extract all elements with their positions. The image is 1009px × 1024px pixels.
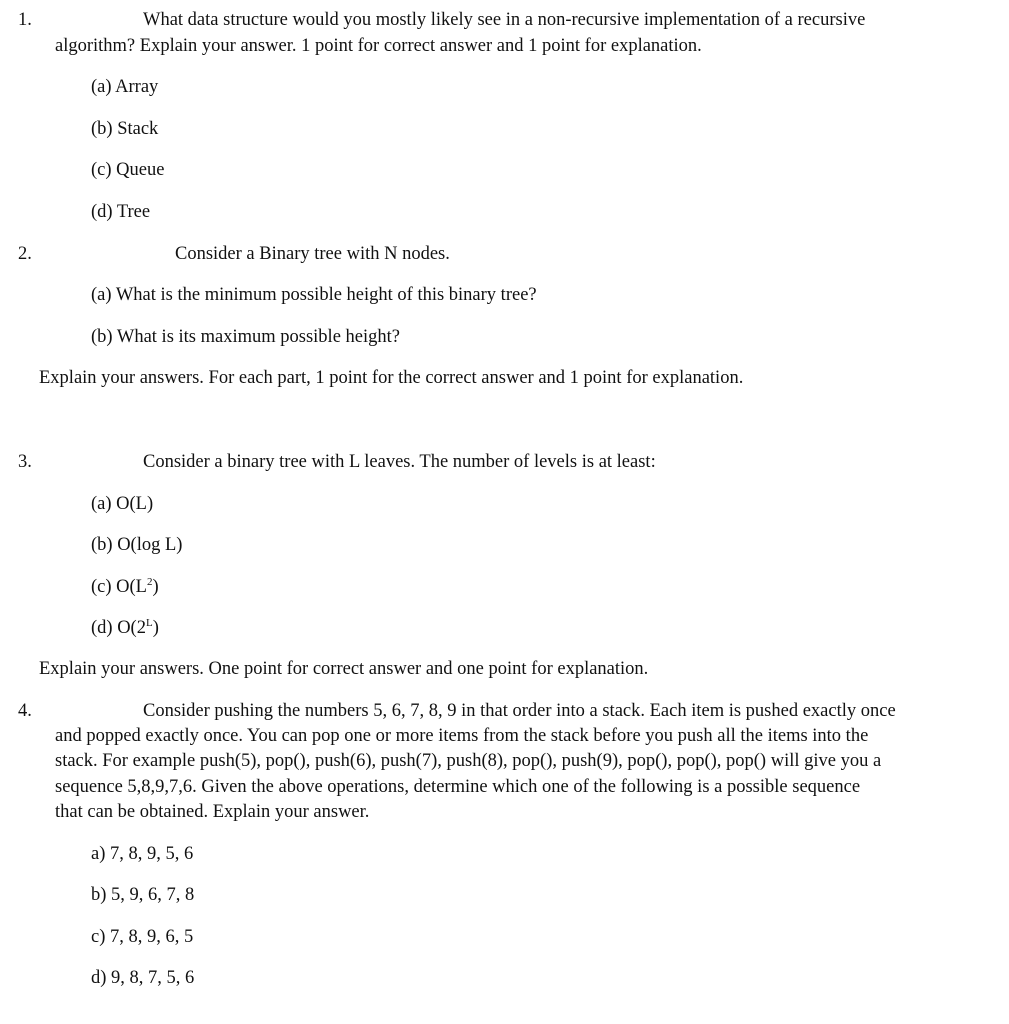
question-1-option-b: (b) Stack	[91, 119, 159, 139]
question-1-text-line-2: algorithm? Explain your answer. 1 point for correct answer and 1 point for explanation.	[55, 36, 702, 56]
question-3-footer: Explain your answers. One point for correct answer and one point for explanation.	[39, 659, 649, 679]
question-1-option-d: (d) Tree	[91, 202, 151, 222]
question-3-option-c-close: )	[152, 577, 159, 597]
question-1-option-c: (c) Queue	[91, 160, 165, 180]
question-2-footer: Explain your answers. For each part, 1 point for the correct answer and 1 point for explanation.	[39, 368, 744, 388]
question-3-option-a: (a) O(L)	[91, 494, 154, 514]
question-2-part-a: (a) What is the minimum possible height of this binary tree?	[91, 285, 537, 305]
question-3-number: 3.	[18, 452, 32, 472]
question-4-option-a: a) 7, 8, 9, 5, 6	[91, 844, 194, 864]
question-4-option-d: d) 9, 8, 7, 5, 6	[91, 968, 195, 988]
question-3-option-c	[91, 576, 159, 598]
question-3-option-d-exponent: L	[145, 617, 153, 629]
question-3-option-d-close: )	[152, 618, 159, 638]
question-1-text-line-1: What data structure would you mostly likely see in a non-recursive implementation of a recursive	[143, 10, 866, 30]
question-2-part-b: (b) What is its maximum possible height?	[91, 327, 400, 347]
question-4-option-b: b) 5, 9, 6, 7, 8	[91, 885, 195, 905]
question-3-option-d	[91, 617, 159, 639]
question-4-line-4: sequence 5,8,9,7,6. Given the above operations, determine which one of the following is a possible sequence	[55, 777, 861, 797]
question-4-line-2: and popped exactly once. You can pop one or more items from the stack before you push all the items into the	[55, 726, 869, 746]
question-3-option-d-base: (d) O(2	[91, 618, 146, 638]
question-4-option-c: c) 7, 8, 9, 6, 5	[91, 927, 194, 947]
question-4-line-3: stack. For example push(5), pop(), push(6), push(7), push(8), pop(), push(9), pop(), pop(), pop() will give you a	[55, 751, 882, 771]
question-4-line-1: Consider pushing the numbers 5, 6, 7, 8, 9 in that order into a stack. Each item is pushed exactly once	[143, 701, 896, 721]
question-1-number: 1.	[18, 10, 32, 30]
question-2-text: Consider a Binary tree with N nodes.	[175, 244, 450, 264]
question-1-option-a: (a) Array	[91, 77, 159, 97]
question-3-text: Consider a binary tree with L leaves. The number of levels is at least:	[143, 452, 656, 472]
question-3-option-c-base: (c) O(L	[91, 577, 147, 597]
question-2-number: 2.	[18, 244, 32, 264]
question-3-option-b: (b) O(log L)	[91, 535, 183, 555]
question-3-option-c-exponent: 2	[146, 576, 153, 588]
question-4-number: 4.	[18, 701, 32, 721]
question-4-line-5: that can be obtained. Explain your answer.	[55, 802, 370, 822]
